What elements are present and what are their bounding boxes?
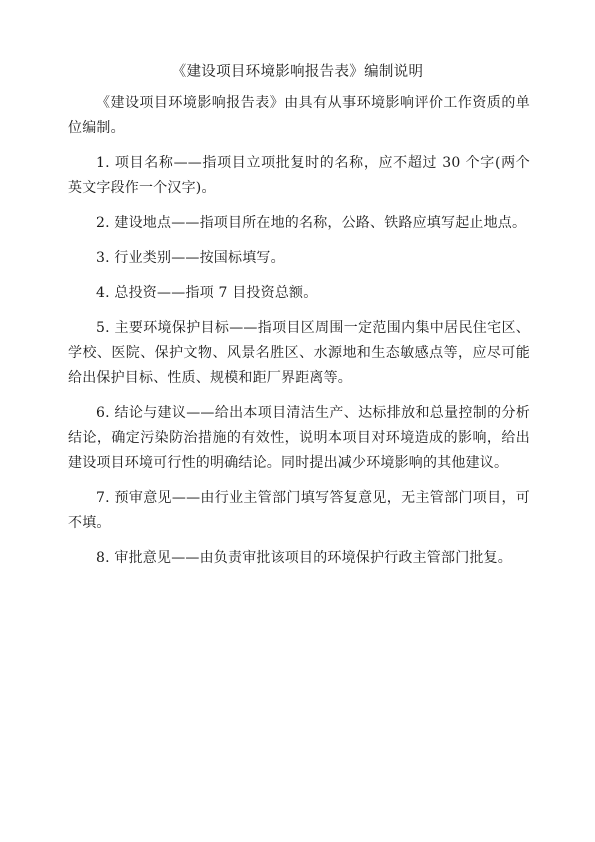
document-title: 《建设项目环境影响报告表》编制说明: [171, 64, 424, 80]
item-protection-targets: 5. 主要环境保护目标——指项目区周围一定范围内集中居民住宅区、学校、医院、保护文物、风景名胜区、水源地和生态敏感点等，应尽可能给出保护目标、性质、规模和距厂界距离等。: [68, 320, 530, 386]
item-total-investment: 4. 总投资——指项 7 目投资总额。: [96, 285, 318, 301]
item-conclusions: 6. 结论与建议——给出本项目清洁生产、达标排放和总量控制的分析结论，确定污染防治措施的有效性，说明本项目对环境造成的影响，给出建设项目环境可行性的明确结论。同时提出减少环境影响的其他建议。: [68, 405, 530, 471]
item-pre-review: 7. 预审意见——由行业主管部门填写答复意见，无主管部门项目，可不填。: [68, 490, 530, 531]
item-industry-category: 3. 行业类别——按国标填写。: [96, 250, 285, 266]
item-construction-site: 2. 建设地点——指项目所在地的名称，公路、铁路应填写起止地点。: [96, 215, 527, 231]
item-project-name: 1. 项目名称——指项目立项批复时的名称，应不超过 30 个字(两个英文字段作一个汉字)。: [68, 155, 530, 196]
intro-paragraph: 《建设项目环境影响报告表》由具有从事环境影响评价工作资质的单位编制。: [68, 95, 530, 136]
document-body: [68, 91, 530, 581]
item-approval: 8. 审批意见——由负责审批该项目的环境保护行政主管部门批复。: [96, 550, 513, 566]
